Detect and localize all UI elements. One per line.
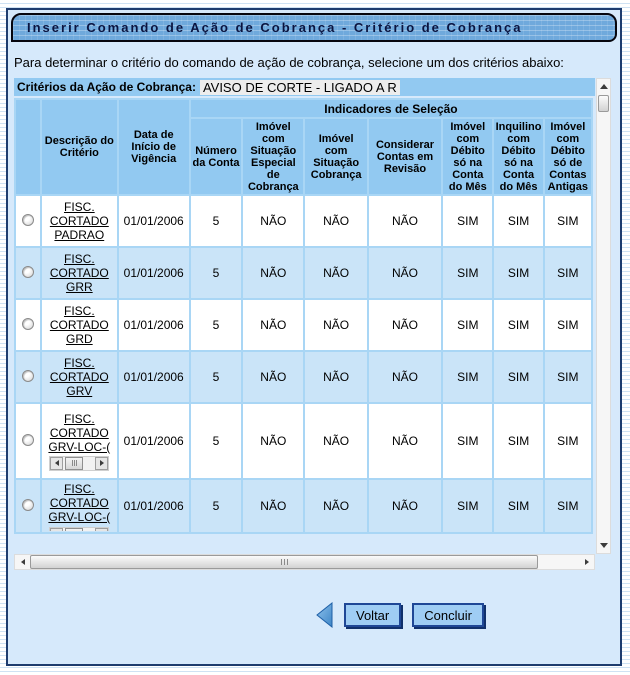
start-date-cell: 01/01/2006 [119, 480, 189, 532]
instruction-text: Para determinar o critério do comando de ação de cobrança, selecione um dos critérios abaixo: [14, 55, 564, 70]
criteria-scroll-content [14, 78, 595, 554]
indicator-cell: NÃO [305, 404, 366, 478]
column-header-tenant-debt-current-month: Inquilino com Débito só na Conta do Mês [495, 120, 542, 193]
scroll-right-icon[interactable] [95, 457, 108, 470]
scroll-down-icon[interactable] [597, 538, 610, 553]
column-header-special-collection-situation: Imóvel com Situação Especial de Cobrança [243, 119, 303, 194]
indicator-cell: NÃO [305, 196, 366, 246]
account-number-cell: 5 [191, 404, 241, 478]
criterion-radio[interactable] [22, 499, 34, 511]
indicator-cell: SIM [494, 196, 542, 246]
indicator-cell: NÃO [369, 248, 441, 298]
scroll-left-icon[interactable] [50, 528, 63, 531]
indicator-cell: SIM [443, 480, 492, 532]
indicator-cell: SIM [545, 352, 591, 402]
column-header-account-number: Número da Conta [191, 119, 241, 194]
account-number-cell: 5 [191, 248, 241, 298]
criterion-link[interactable]: FISC. CORTADO GRV-LOC-( [48, 411, 111, 454]
indicator-cell: NÃO [369, 300, 441, 350]
criteria-table [14, 98, 593, 534]
indicator-cell: NÃO [243, 196, 303, 246]
table-row [16, 300, 591, 350]
scroll-left-icon[interactable] [15, 555, 30, 569]
clipped-scrollbar-area [43, 525, 115, 531]
criterion-radio-cell [16, 480, 40, 532]
criterion-description-cell [42, 404, 116, 478]
start-date-cell: 01/01/2006 [119, 196, 189, 246]
criteria-field-row [14, 78, 595, 96]
indicator-cell: NÃO [305, 352, 366, 402]
criterion-radio[interactable] [22, 266, 34, 278]
indicator-cell: SIM [443, 300, 492, 350]
criterion-radio-cell [16, 196, 40, 246]
column-header-collection-situation: Imóvel com Situação Cobrança [305, 119, 366, 194]
criterion-description-cell [42, 196, 116, 246]
scrollbar-track[interactable] [83, 528, 95, 531]
criterion-description-cell [42, 352, 116, 402]
criterion-link[interactable]: FISC. CORTADO GRV-LOC-( [48, 481, 111, 524]
cell-horizontal-scrollbar[interactable] [49, 456, 109, 471]
voltar-button[interactable]: Voltar [344, 603, 401, 627]
table-row [16, 404, 591, 478]
criterion-radio-cell [16, 352, 40, 402]
indicator-cell: SIM [545, 404, 591, 478]
column-header-property-debt-old-accounts: Imóvel com Débito só de Contas Antigas [545, 119, 591, 194]
start-date-cell: 01/01/2006 [119, 248, 189, 298]
criterion-radio-cell [16, 300, 40, 350]
cell-horizontal-scrollbar[interactable] [49, 527, 109, 531]
criteria-field-label: Critérios da Ação de Cobrança: [17, 80, 196, 94]
criteria-scroll-area [14, 78, 611, 570]
start-date-cell: 01/01/2006 [119, 404, 189, 478]
indicator-cell: SIM [545, 196, 591, 246]
scrollbar-thumb[interactable] [65, 457, 83, 470]
indicators-group-header: Indicadores de Seleção [191, 100, 591, 117]
criterion-link[interactable]: FISC. CORTADO PADRAO [49, 200, 109, 242]
indicator-cell: NÃO [305, 248, 366, 298]
column-header-description: Descrição do Critério [42, 100, 116, 194]
criterion-link[interactable]: FISC. CORTADO GRV [49, 356, 109, 398]
indicator-cell: NÃO [369, 196, 441, 246]
scroll-left-icon[interactable] [50, 457, 63, 470]
table-row [16, 480, 591, 532]
indicator-cell: SIM [545, 248, 591, 298]
indicator-cell: SIM [545, 480, 591, 532]
scroll-up-icon[interactable] [597, 79, 610, 94]
indicator-cell: SIM [443, 196, 492, 246]
criterion-radio[interactable] [22, 214, 34, 226]
criterion-description-cell [42, 248, 116, 298]
indicator-cell: SIM [443, 404, 492, 478]
indicator-cell: NÃO [243, 300, 303, 350]
table-row [16, 352, 591, 402]
table-vertical-scrollbar[interactable] [596, 78, 611, 554]
scroll-right-icon[interactable] [95, 528, 108, 531]
column-header-start-date: Data de Início de Vigência [119, 100, 189, 194]
criterion-description-cell [42, 480, 116, 532]
vertical-scrollbar-thumb[interactable] [598, 95, 609, 112]
indicator-cell: NÃO [369, 480, 441, 532]
table-horizontal-scrollbar[interactable] [14, 554, 595, 570]
indicator-cell: NÃO [305, 300, 366, 350]
indicator-cell: SIM [494, 300, 542, 350]
horizontal-scrollbar-thumb[interactable] [30, 555, 538, 569]
page-title: Inserir Comando de Ação de Cobrança - Critério de Cobrança [11, 13, 617, 42]
scroll-right-icon[interactable] [579, 555, 594, 569]
column-header-accounts-under-review: Considerar Contas em Revisão [369, 119, 441, 194]
criterion-link[interactable]: FISC. CORTADO GRR [49, 252, 109, 294]
scrollbar-track[interactable] [538, 555, 579, 569]
scrollbar-thumb[interactable] [65, 528, 83, 531]
criterion-radio[interactable] [22, 434, 34, 446]
indicator-cell: NÃO [243, 480, 303, 532]
back-arrow-icon[interactable] [316, 602, 333, 628]
criteria-field-value: AVISO DE CORTE - LIGADO A R [200, 80, 400, 95]
indicator-cell: NÃO [369, 352, 441, 402]
indicator-cell: SIM [443, 248, 492, 298]
concluir-button[interactable]: Concluir [412, 603, 484, 627]
criterion-link[interactable]: FISC. CORTADO GRD [49, 304, 109, 346]
indicator-cell: SIM [443, 352, 492, 402]
scrollbar-track[interactable] [83, 457, 95, 470]
indicator-cell: SIM [494, 248, 542, 298]
indicator-cell: SIM [494, 480, 542, 532]
criterion-description-cell [42, 300, 116, 350]
account-number-cell: 5 [191, 480, 241, 532]
criterion-radio[interactable] [22, 318, 34, 330]
table-row [16, 196, 591, 246]
indicator-cell: NÃO [243, 352, 303, 402]
criterion-radio[interactable] [22, 370, 34, 382]
criterion-radio-cell [16, 248, 40, 298]
start-date-cell: 01/01/2006 [119, 300, 189, 350]
table-header-group-row [16, 100, 591, 117]
account-number-cell: 5 [191, 300, 241, 350]
action-buttons-row [8, 602, 620, 628]
column-header-property-debt-current-month: Imóvel com Débito só na Conta do Mês [443, 119, 492, 194]
indicator-cell: SIM [494, 404, 542, 478]
indicator-cell: SIM [545, 300, 591, 350]
criterion-radio-cell [16, 404, 40, 478]
dialog-window [6, 8, 622, 666]
indicator-cell: SIM [494, 352, 542, 402]
radio-column-header [16, 100, 40, 194]
indicator-cell: NÃO [243, 404, 303, 478]
account-number-cell: 5 [191, 352, 241, 402]
indicator-cell: NÃO [243, 248, 303, 298]
account-number-cell: 5 [191, 196, 241, 246]
indicator-cell: NÃO [369, 404, 441, 478]
table-row [16, 248, 591, 298]
start-date-cell: 01/01/2006 [119, 352, 189, 402]
indicator-cell: NÃO [305, 480, 366, 532]
